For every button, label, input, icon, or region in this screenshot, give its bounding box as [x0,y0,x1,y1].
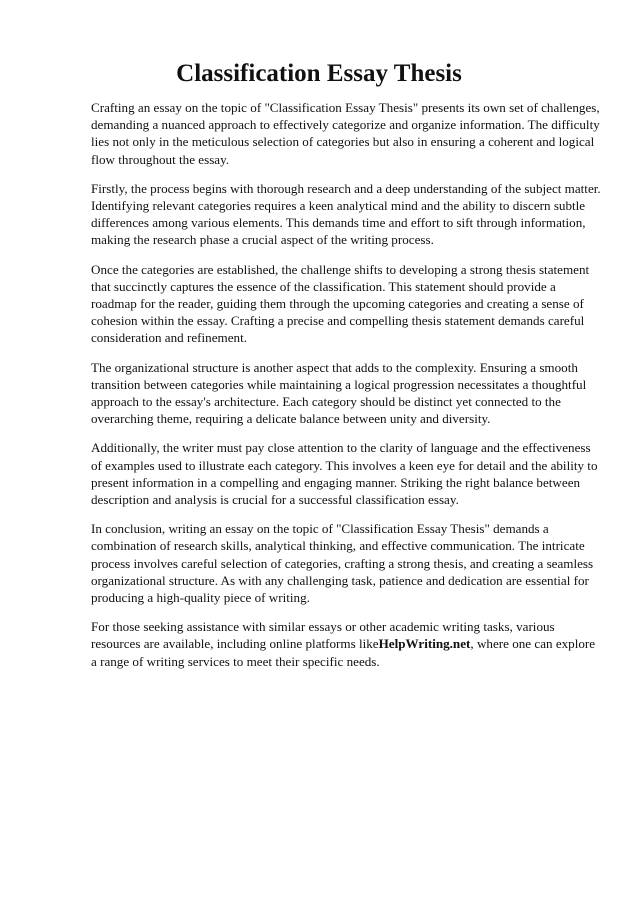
paragraph-intro: Crafting an essay on the topic of "Classification Essay Thesis" presents its own set of challenges, demanding a nuanced approach to effectively categorize and organize information. The difficulty lies not only in the meticulous selection of categories but also in ensuring a coherent and logical flow throughout the essay. [91,100,600,167]
document-body [91,99,601,682]
paragraph-resources [91,618,601,670]
paragraph-language: Additionally, the writer must pay close attention to the clarity of language and the effectiveness of examples used to illustrate each category. This involves a keen eye for detail and the ability to present information in a compelling and engaging manner. Striking the right balance between description and analysis is crucial for a successful classification essay. [91,440,598,508]
paragraph-conclusion: In conclusion, writing an essay on the topic of "Classification Essay Thesis" demands a combination of research skills, analytical thinking, and effective communication. The intricate process involves careful selection of categories, crafting a strong thesis, and creating a seamless organizational structure. As with any challenging task, patience and dedication are essential for producing a high-quality piece of writing. [91,521,594,606]
resources-text-after: , where one can explore a range of writing services to meet their specific needs. [91,636,596,669]
helpwriting-link[interactable]: HelpWriting.net [378,636,471,652]
paragraph-structure: The organizational structure is another aspect that adds to the complexity. Ensuring a smooth transition between categories while maintaining a logical progression necessitates a thoughtful approach to the essay's architecture. Each category should be distinct yet connected to the overarching theme, requiring a delicate balance between unity and diversity. [91,359,587,427]
paragraph-research: Firstly, the process begins with thorough research and a deep understanding of the subject matter. Identifying relevant categories requires a keen analytical mind and the ability to discern subtle differences among various elements. This demands time and effort to sift through information, making the research phase a crucial aspect of the writing process. [91,180,601,248]
resources-text-before: For those seeking assistance with similar essays or other academic writing tasks, various resources are available, including online platforms like [91,619,555,652]
paragraph-thesis: Once the categories are established, the challenge shifts to developing a strong thesis statement that succinctly captures the essence of the classification. This statement should provide a roadmap for the reader, guiding them through the upcoming categories and creating a sense of cohesion within the essay. Crafting a precise and compelling thesis statement demands careful consideration and refinement. [91,261,590,346]
page-title: Classification Essay Thesis [176,60,462,87]
